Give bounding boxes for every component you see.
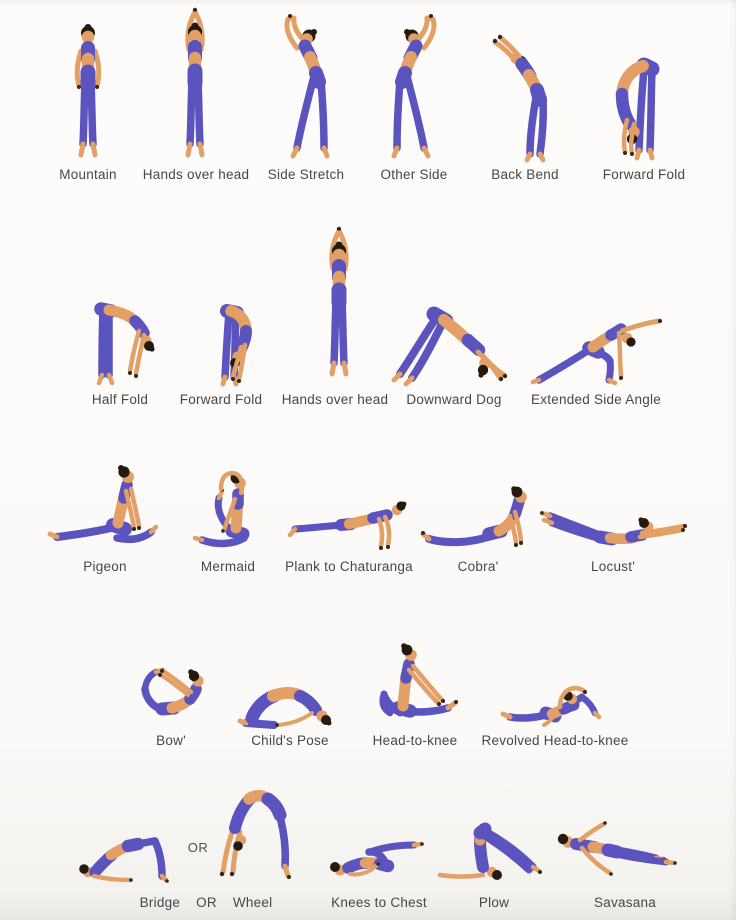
- or-text: OR: [187, 840, 209, 855]
- pose-figure-revolved-head-to-knee: [500, 682, 604, 728]
- pose-figure-downward-dog: [386, 306, 520, 386]
- pose-label-hands-over-head-1: Hands over head: [142, 167, 250, 182]
- pose-figure-plank-to-chaturanga: [287, 503, 411, 551]
- pose-label-bridge-or-wheel: Bridge OR Wheel: [139, 895, 273, 910]
- pose-label-knees-to-chest: Knees to Chest: [331, 895, 427, 910]
- pose-figure-extended-side-angle: [531, 320, 665, 386]
- pose-figure-cobra: [421, 488, 537, 550]
- pose-label-forward-fold-2: Forward Fold: [179, 392, 263, 407]
- pose-figure-pigeon: [47, 465, 157, 551]
- pose-figure-childs-pose: [238, 682, 336, 728]
- pose-label-mountain: Mountain: [59, 167, 117, 182]
- pose-figure-savasana: [560, 818, 684, 876]
- pose-figure-knees-to-chest: [332, 838, 424, 882]
- pose-figure-hands-over-head-1: [169, 6, 221, 160]
- pose-label-mermaid: Mermaid: [200, 559, 256, 574]
- pose-label-forward-fold-1: Forward Fold: [602, 167, 686, 182]
- pose-label-bow: Bow': [156, 733, 186, 748]
- pose-figure-half-fold: [83, 303, 161, 385]
- pose-figure-mermaid: [190, 465, 264, 551]
- pose-label-extended-side-angle: Extended Side Angle: [530, 392, 662, 407]
- pose-label-hands-over-head-2: Hands over head: [281, 392, 389, 407]
- pose-label-plow: Plow: [478, 895, 510, 910]
- pose-figure-back-bend: [486, 30, 566, 160]
- pose-label-revolved-head-to-knee: Revolved Head-to-knee: [481, 733, 629, 748]
- pose-figure-bow: [135, 662, 211, 726]
- pose-figure-other-side: [376, 14, 454, 160]
- pose-figure-plow: [435, 825, 541, 881]
- pose-figure-forward-fold-1: [607, 56, 677, 160]
- pose-figure-locust: [538, 510, 692, 550]
- pose-label-half-fold: Half Fold: [91, 392, 149, 407]
- pose-label-plank-to-chaturanga: Plank to Chaturanga: [285, 559, 413, 574]
- pose-label-childs-pose: Child's Pose: [251, 733, 329, 748]
- pose-label-head-to-knee: Head-to-knee: [372, 733, 458, 748]
- pose-label-other-side: Other Side: [380, 167, 448, 182]
- pose-label-downward-dog: Downward Dog: [406, 392, 502, 407]
- pose-label-cobra: Cobra': [457, 559, 499, 574]
- pose-figure-mountain: [62, 26, 114, 160]
- pose-figure-hands-over-head-2: [313, 225, 361, 385]
- pose-label-side-stretch: Side Stretch: [267, 167, 345, 182]
- pose-label-pigeon: Pigeon: [83, 559, 127, 574]
- pose-figure-wheel: [213, 788, 301, 882]
- pose-label-locust: Locust': [590, 559, 636, 574]
- pose-figure-side-stretch: [267, 14, 345, 160]
- pose-label-savasana: Savasana: [593, 895, 657, 910]
- pose-figure-bridge: [82, 834, 178, 882]
- pose-figure-forward-fold-2: [203, 303, 259, 385]
- pose-label-back-bend: Back Bend: [491, 167, 559, 182]
- pose-figure-head-to-knee: [370, 643, 460, 727]
